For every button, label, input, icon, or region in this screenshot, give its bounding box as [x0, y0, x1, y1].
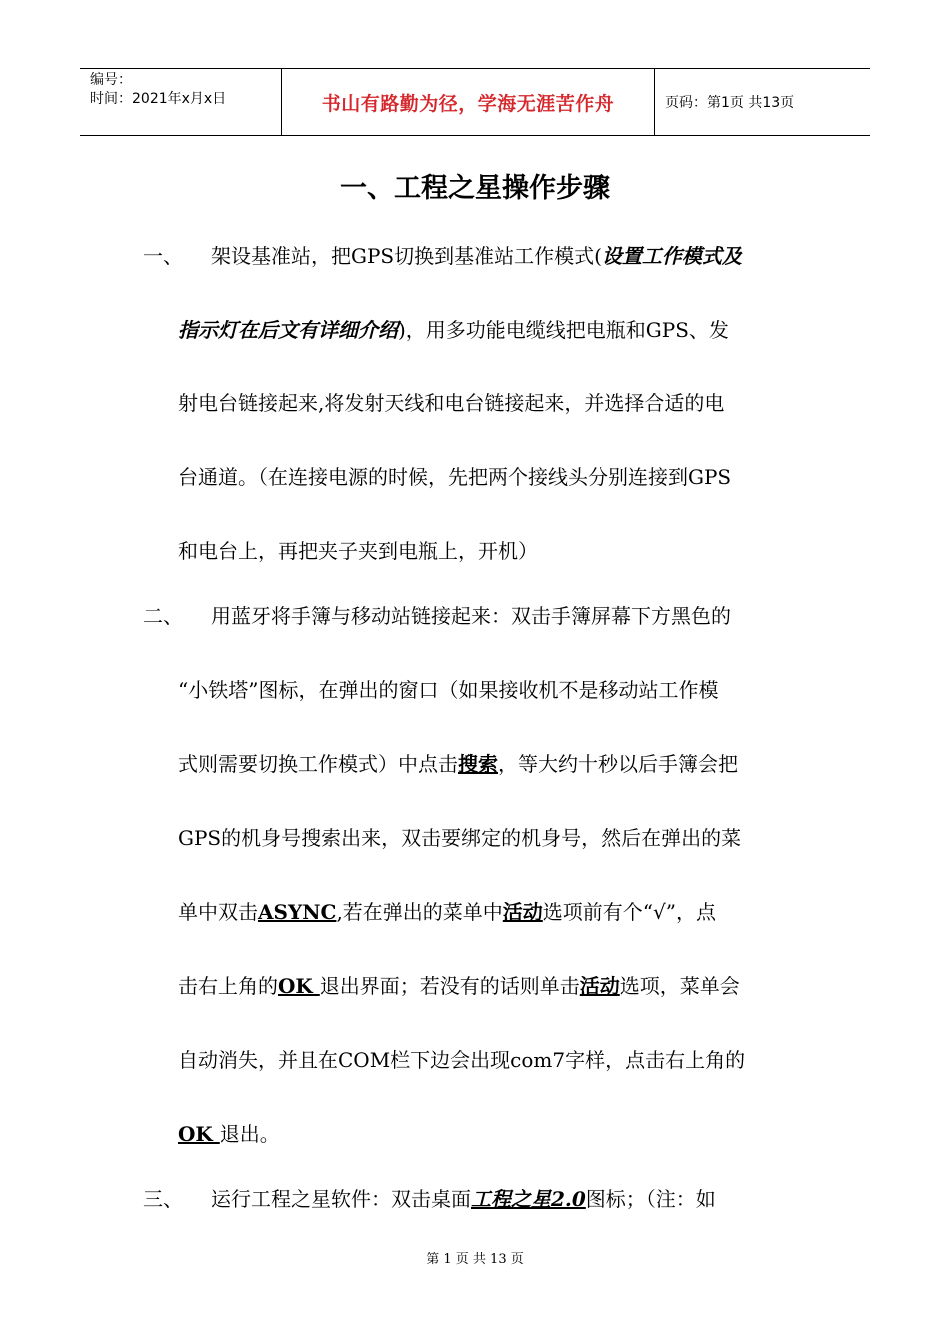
step-1-line-2	[178, 314, 729, 343]
italic-note: 设置工作模式及	[601, 244, 742, 268]
step-2-line-6	[178, 970, 740, 999]
motto: 书山有路勤为径，学海无涯苦作舟	[282, 69, 655, 135]
text-run: 单中双击	[178, 900, 258, 924]
step-1-line-1	[211, 240, 742, 269]
text-run: 退出界面；若没有的话则单击	[319, 974, 580, 998]
step-2-line-4: GPS的机身号搜索出来，双击要绑定的机身号，然后在弹出的菜	[178, 826, 742, 850]
step-3-line-1	[211, 1183, 716, 1212]
header-table	[80, 68, 870, 136]
text-run: ,若在弹出的菜单中	[336, 900, 503, 924]
search-keyword: 搜索	[458, 752, 498, 776]
time-label: 时间：2021年x月x日	[90, 91, 227, 107]
text-run: )，用多功能电缆线把电瓶和GPS、发	[398, 318, 729, 342]
text-run: ，等大约十秒以后手簿会把	[498, 752, 738, 776]
step-2-line-7: 自动消失，并且在COM栏下边会出现com7字样，点击右上角的	[178, 1048, 746, 1072]
text-run: 退出。	[219, 1122, 280, 1146]
step-1-number: 一、	[143, 244, 183, 268]
active-keyword: 活动	[579, 974, 620, 998]
ok-keyword: OK	[178, 1122, 220, 1146]
step-1-line-4: 台通道。（在连接电源的时候，先把两个接线头分别连接到GPS	[178, 465, 732, 489]
step-2-line-2: “小铁塔”图标，在弹出的窗口（如果接收机不是移动站工作模	[178, 678, 719, 702]
page-info: 页码：第1页 共13页	[665, 95, 795, 111]
step-2-number: 二、	[143, 604, 183, 628]
text-run: 选项，菜单会	[619, 974, 740, 998]
async-keyword: ASYNC	[258, 900, 337, 924]
number-label: 编号：	[90, 72, 132, 88]
text-run: 图标；（注：如	[585, 1187, 716, 1211]
header-meta	[80, 69, 282, 135]
italic-note: 指示灯在后文有详细介绍	[178, 318, 398, 342]
text-run: 架设基准站，把GPS切换到基准站工作模式(	[211, 244, 602, 268]
text-run: 运行工程之星软件：双击桌面	[211, 1187, 471, 1211]
step-1-line-3: 射电台链接起来,将发射天线和电台链接起来，并选择合适的电	[178, 391, 725, 415]
step-3-number: 三、	[143, 1187, 183, 1211]
text-run: 选项前有个“√”，点	[542, 900, 716, 924]
step-2-line-1: 用蓝牙将手簿与移动站链接起来：双击手簿屏幕下方黑色的	[211, 604, 731, 628]
ok-keyword: OK	[278, 974, 320, 998]
page-footer: 第 1 页 共 13 页	[426, 1252, 524, 1267]
step-2-line-8	[178, 1118, 280, 1147]
step-2-line-3	[178, 748, 738, 777]
page-title: 一、工程之星操作步骤	[340, 173, 610, 204]
text-run: 式则需要切换工作模式）中点击	[178, 752, 458, 776]
text-run: 击右上角的	[178, 974, 278, 998]
software-name: 工程之星2.0	[471, 1187, 586, 1211]
step-2-line-5	[178, 896, 716, 925]
active-keyword: 活动	[502, 900, 543, 924]
step-1-line-5: 和电台上，再把夹子夹到电瓶上，开机）	[178, 539, 538, 563]
